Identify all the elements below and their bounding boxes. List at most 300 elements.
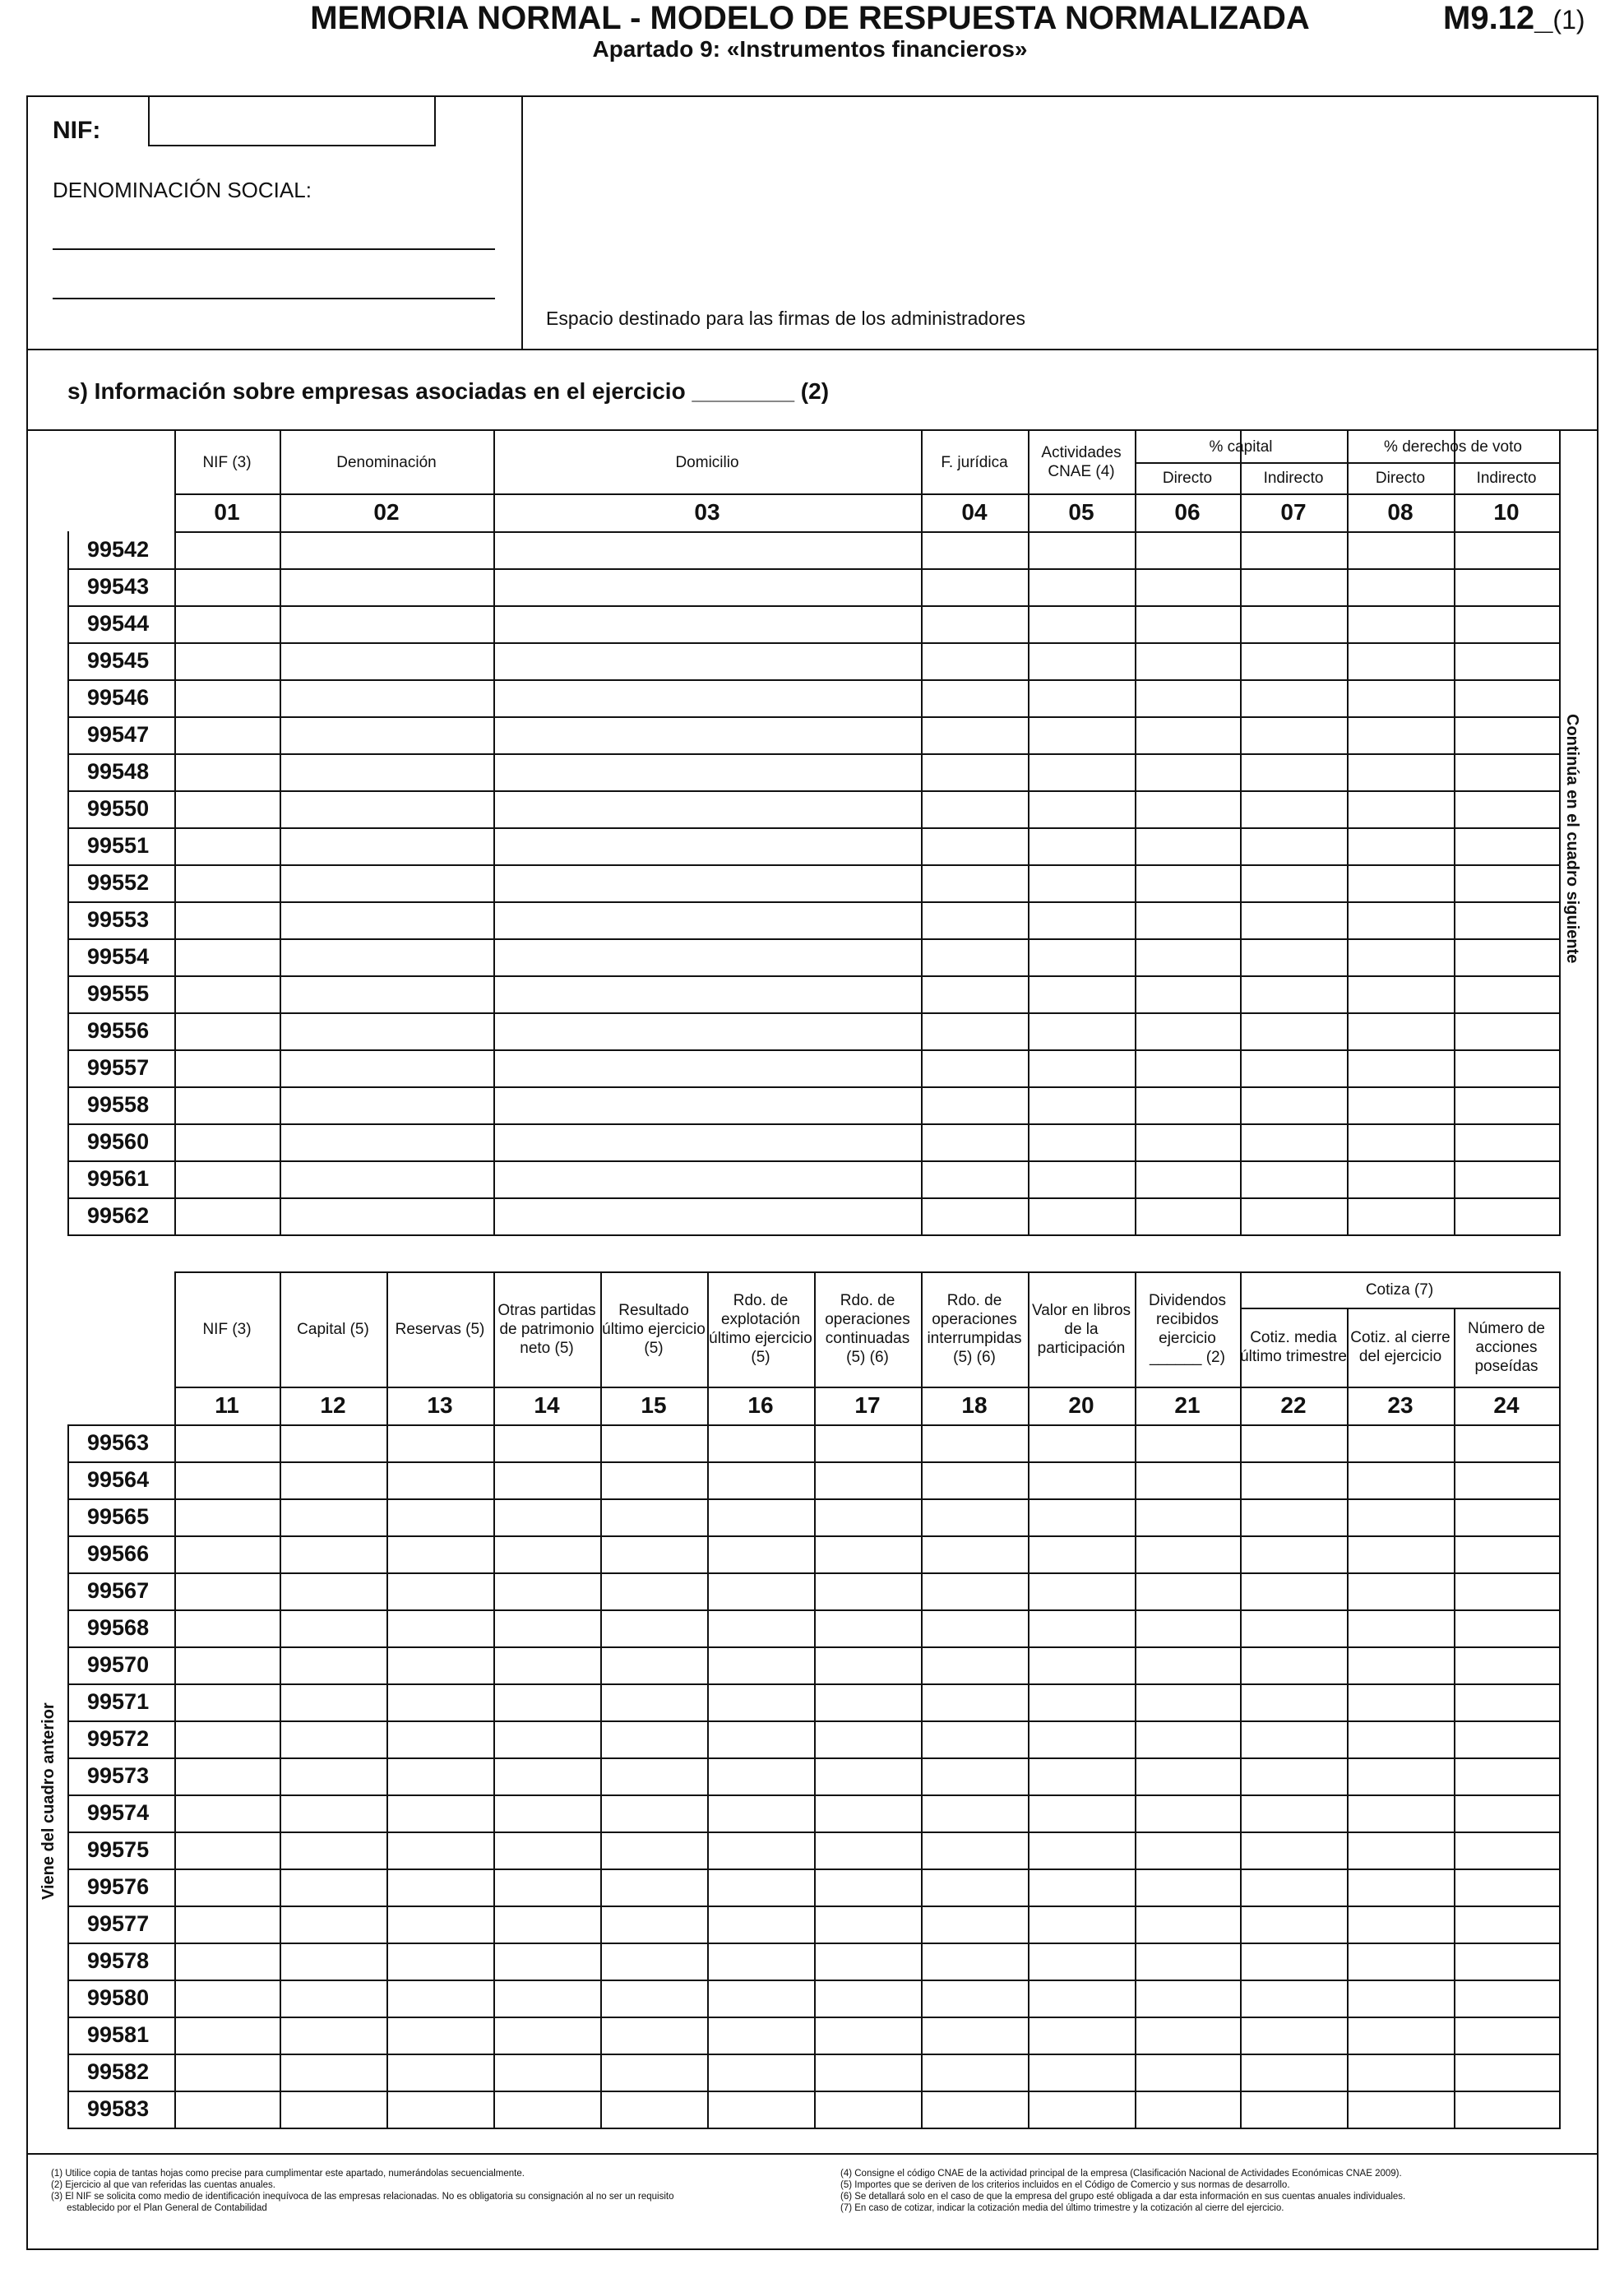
t1-input-cell[interactable] — [1136, 533, 1240, 568]
t1-input-cell[interactable] — [176, 1199, 280, 1234]
t1-input-cell[interactable] — [495, 940, 921, 975]
t2-input-cell[interactable] — [1029, 2055, 1135, 2091]
t2-input-cell[interactable] — [1455, 2092, 1559, 2128]
t2-input-cell[interactable] — [281, 1796, 386, 1831]
t1-input-cell[interactable] — [1136, 1088, 1240, 1123]
t1-input-cell[interactable] — [1242, 718, 1347, 753]
t2-input-cell[interactable] — [176, 1574, 280, 1609]
t2-input-cell[interactable] — [388, 1537, 493, 1572]
t1-input-cell[interactable] — [495, 755, 921, 790]
t1-input-cell[interactable] — [495, 1051, 921, 1086]
t1-input-cell[interactable] — [1029, 644, 1135, 679]
t1-input-cell[interactable] — [1455, 1051, 1559, 1086]
t1-input-cell[interactable] — [1455, 533, 1559, 568]
t2-input-cell[interactable] — [1349, 1981, 1454, 2017]
t2-input-cell[interactable] — [602, 1426, 707, 1461]
t2-input-cell[interactable] — [709, 1463, 814, 1498]
t2-input-cell[interactable] — [1242, 1870, 1347, 1906]
t1-input-cell[interactable] — [281, 1051, 493, 1086]
t2-input-cell[interactable] — [1029, 1574, 1135, 1609]
t1-input-cell[interactable] — [1029, 533, 1135, 568]
t1-input-cell[interactable] — [923, 1125, 1028, 1160]
t2-input-cell[interactable] — [816, 1907, 921, 1943]
t2-input-cell[interactable] — [602, 1981, 707, 2017]
t1-input-cell[interactable] — [495, 1088, 921, 1123]
t2-input-cell[interactable] — [1136, 1611, 1240, 1646]
t2-input-cell[interactable] — [923, 1500, 1028, 1535]
t2-input-cell[interactable] — [1455, 1944, 1559, 1980]
t2-input-cell[interactable] — [176, 1796, 280, 1831]
t1-input-cell[interactable] — [1242, 977, 1347, 1012]
t1-input-cell[interactable] — [1136, 792, 1240, 827]
t2-input-cell[interactable] — [1349, 1722, 1454, 1757]
t2-input-cell[interactable] — [923, 1722, 1028, 1757]
t1-input-cell[interactable] — [923, 866, 1028, 901]
t2-input-cell[interactable] — [1136, 1537, 1240, 1572]
t1-input-cell[interactable] — [1029, 866, 1135, 901]
t2-input-cell[interactable] — [1029, 1426, 1135, 1461]
t1-input-cell[interactable] — [1242, 533, 1347, 568]
t1-input-cell[interactable] — [1242, 1162, 1347, 1197]
t1-input-cell[interactable] — [1029, 1199, 1135, 1234]
t2-input-cell[interactable] — [1136, 1722, 1240, 1757]
t2-input-cell[interactable] — [1242, 1833, 1347, 1869]
t2-input-cell[interactable] — [495, 1574, 600, 1609]
t1-input-cell[interactable] — [923, 1162, 1028, 1197]
t2-input-cell[interactable] — [1136, 1870, 1240, 1906]
t1-input-cell[interactable] — [281, 792, 493, 827]
t2-input-cell[interactable] — [709, 1574, 814, 1609]
t1-input-cell[interactable] — [281, 1088, 493, 1123]
t2-input-cell[interactable] — [1349, 1870, 1454, 1906]
t2-input-cell[interactable] — [1455, 1722, 1559, 1757]
t1-input-cell[interactable] — [923, 977, 1028, 1012]
t2-input-cell[interactable] — [388, 2092, 493, 2128]
t2-input-cell[interactable] — [1136, 1574, 1240, 1609]
t2-input-cell[interactable] — [1029, 1907, 1135, 1943]
t2-input-cell[interactable] — [602, 2055, 707, 2091]
t2-input-cell[interactable] — [816, 1685, 921, 1720]
t2-input-cell[interactable] — [388, 1722, 493, 1757]
t1-input-cell[interactable] — [1029, 681, 1135, 716]
t2-input-cell[interactable] — [816, 1463, 921, 1498]
t2-input-cell[interactable] — [923, 1685, 1028, 1720]
t2-input-cell[interactable] — [176, 1833, 280, 1869]
t1-input-cell[interactable] — [1136, 570, 1240, 605]
t2-input-cell[interactable] — [602, 1463, 707, 1498]
t2-input-cell[interactable] — [388, 1833, 493, 1869]
t2-input-cell[interactable] — [1136, 1426, 1240, 1461]
t2-input-cell[interactable] — [388, 1463, 493, 1498]
t2-input-cell[interactable] — [923, 2055, 1028, 2091]
t1-input-cell[interactable] — [1029, 755, 1135, 790]
t2-input-cell[interactable] — [923, 1759, 1028, 1794]
t2-input-cell[interactable] — [1455, 1981, 1559, 2017]
t1-input-cell[interactable] — [495, 977, 921, 1012]
t1-input-cell[interactable] — [281, 1125, 493, 1160]
t2-input-cell[interactable] — [1136, 1759, 1240, 1794]
t1-input-cell[interactable] — [176, 1051, 280, 1086]
t1-input-cell[interactable] — [281, 829, 493, 864]
t1-input-cell[interactable] — [1029, 1051, 1135, 1086]
t1-input-cell[interactable] — [176, 1125, 280, 1160]
t2-input-cell[interactable] — [1136, 1981, 1240, 2017]
t2-input-cell[interactable] — [176, 1981, 280, 2017]
t2-input-cell[interactable] — [1455, 1833, 1559, 1869]
t2-input-cell[interactable] — [1242, 2092, 1347, 2128]
t2-input-cell[interactable] — [281, 1907, 386, 1943]
t1-input-cell[interactable] — [1136, 1014, 1240, 1049]
t1-input-cell[interactable] — [1029, 607, 1135, 642]
t2-input-cell[interactable] — [1242, 1944, 1347, 1980]
t1-input-cell[interactable] — [495, 1162, 921, 1197]
t1-input-cell[interactable] — [495, 570, 921, 605]
t1-input-cell[interactable] — [1029, 1125, 1135, 1160]
t1-input-cell[interactable] — [281, 718, 493, 753]
t2-input-cell[interactable] — [1349, 1944, 1454, 1980]
t1-input-cell[interactable] — [1349, 718, 1454, 753]
t1-input-cell[interactable] — [1349, 607, 1454, 642]
t1-input-cell[interactable] — [281, 533, 493, 568]
t1-input-cell[interactable] — [176, 829, 280, 864]
t2-input-cell[interactable] — [1455, 1796, 1559, 1831]
t1-input-cell[interactable] — [923, 940, 1028, 975]
t1-input-cell[interactable] — [176, 570, 280, 605]
t1-input-cell[interactable] — [1349, 1014, 1454, 1049]
t2-input-cell[interactable] — [495, 1685, 600, 1720]
t1-input-cell[interactable] — [1136, 940, 1240, 975]
t2-input-cell[interactable] — [602, 1870, 707, 1906]
t2-input-cell[interactable] — [388, 1907, 493, 1943]
t1-input-cell[interactable] — [281, 607, 493, 642]
t1-input-cell[interactable] — [1029, 977, 1135, 1012]
t1-input-cell[interactable] — [923, 1014, 1028, 1049]
t2-input-cell[interactable] — [1242, 1426, 1347, 1461]
t2-input-cell[interactable] — [923, 1537, 1028, 1572]
t2-input-cell[interactable] — [1136, 1500, 1240, 1535]
t1-input-cell[interactable] — [1136, 1051, 1240, 1086]
t1-input-cell[interactable] — [1455, 866, 1559, 901]
t2-input-cell[interactable] — [1349, 1796, 1454, 1831]
t2-input-cell[interactable] — [709, 1426, 814, 1461]
t2-input-cell[interactable] — [816, 1796, 921, 1831]
t2-input-cell[interactable] — [1455, 1537, 1559, 1572]
t1-input-cell[interactable] — [923, 1088, 1028, 1123]
t1-input-cell[interactable] — [1242, 1199, 1347, 1234]
t2-input-cell[interactable] — [709, 1944, 814, 1980]
t2-input-cell[interactable] — [602, 1759, 707, 1794]
t2-input-cell[interactable] — [281, 1759, 386, 1794]
t2-input-cell[interactable] — [602, 1537, 707, 1572]
t2-input-cell[interactable] — [388, 1426, 493, 1461]
t2-input-cell[interactable] — [281, 1574, 386, 1609]
t1-input-cell[interactable] — [1242, 1051, 1347, 1086]
t1-input-cell[interactable] — [923, 829, 1028, 864]
t1-input-cell[interactable] — [1349, 644, 1454, 679]
t1-input-cell[interactable] — [1242, 1125, 1347, 1160]
t1-input-cell[interactable] — [1242, 607, 1347, 642]
t2-input-cell[interactable] — [602, 1907, 707, 1943]
t2-input-cell[interactable] — [602, 1648, 707, 1683]
t1-input-cell[interactable] — [1242, 940, 1347, 975]
t2-input-cell[interactable] — [388, 1574, 493, 1609]
t2-input-cell[interactable] — [495, 1722, 600, 1757]
t1-input-cell[interactable] — [1349, 866, 1454, 901]
t2-input-cell[interactable] — [1242, 1796, 1347, 1831]
t2-input-cell[interactable] — [709, 1796, 814, 1831]
t1-input-cell[interactable] — [495, 1125, 921, 1160]
t2-input-cell[interactable] — [816, 1833, 921, 1869]
t2-input-cell[interactable] — [923, 1426, 1028, 1461]
t2-input-cell[interactable] — [923, 2092, 1028, 2128]
t2-input-cell[interactable] — [1349, 1833, 1454, 1869]
t2-input-cell[interactable] — [388, 1870, 493, 1906]
t2-input-cell[interactable] — [816, 1537, 921, 1572]
t2-input-cell[interactable] — [923, 1981, 1028, 2017]
t2-input-cell[interactable] — [495, 1981, 600, 2017]
t2-input-cell[interactable] — [176, 1648, 280, 1683]
t2-input-cell[interactable] — [495, 1537, 600, 1572]
t1-input-cell[interactable] — [176, 681, 280, 716]
t2-input-cell[interactable] — [388, 1611, 493, 1646]
t2-input-cell[interactable] — [1455, 1500, 1559, 1535]
t2-input-cell[interactable] — [281, 1426, 386, 1461]
t2-input-cell[interactable] — [1242, 1722, 1347, 1757]
t2-input-cell[interactable] — [1136, 1648, 1240, 1683]
t1-input-cell[interactable] — [1136, 681, 1240, 716]
t2-input-cell[interactable] — [1455, 1574, 1559, 1609]
t2-input-cell[interactable] — [602, 1722, 707, 1757]
t1-input-cell[interactable] — [281, 681, 493, 716]
t2-input-cell[interactable] — [1349, 1463, 1454, 1498]
t1-input-cell[interactable] — [923, 607, 1028, 642]
t2-input-cell[interactable] — [1136, 2055, 1240, 2091]
t2-input-cell[interactable] — [495, 1426, 600, 1461]
t1-input-cell[interactable] — [1455, 829, 1559, 864]
t2-input-cell[interactable] — [176, 1685, 280, 1720]
t2-input-cell[interactable] — [709, 1907, 814, 1943]
t2-input-cell[interactable] — [495, 1944, 600, 1980]
t1-input-cell[interactable] — [923, 1051, 1028, 1086]
t2-input-cell[interactable] — [1029, 1944, 1135, 1980]
t1-input-cell[interactable] — [1136, 1162, 1240, 1197]
t2-input-cell[interactable] — [816, 1759, 921, 1794]
t1-input-cell[interactable] — [923, 644, 1028, 679]
t2-input-cell[interactable] — [1029, 1463, 1135, 1498]
t2-input-cell[interactable] — [923, 1648, 1028, 1683]
t2-input-cell[interactable] — [1136, 1685, 1240, 1720]
t2-input-cell[interactable] — [1349, 1500, 1454, 1535]
t2-input-cell[interactable] — [388, 2055, 493, 2091]
t1-input-cell[interactable] — [1455, 755, 1559, 790]
t2-input-cell[interactable] — [1242, 1685, 1347, 1720]
t2-input-cell[interactable] — [1349, 1648, 1454, 1683]
t2-input-cell[interactable] — [281, 1722, 386, 1757]
t2-input-cell[interactable] — [176, 2055, 280, 2091]
t2-input-cell[interactable] — [816, 1944, 921, 1980]
t1-input-cell[interactable] — [1455, 1088, 1559, 1123]
t1-input-cell[interactable] — [923, 792, 1028, 827]
t2-input-cell[interactable] — [923, 1574, 1028, 1609]
t1-input-cell[interactable] — [1349, 1125, 1454, 1160]
t1-input-cell[interactable] — [923, 755, 1028, 790]
t2-input-cell[interactable] — [709, 1648, 814, 1683]
t1-input-cell[interactable] — [495, 607, 921, 642]
t1-input-cell[interactable] — [495, 681, 921, 716]
t2-input-cell[interactable] — [709, 1611, 814, 1646]
t2-input-cell[interactable] — [1242, 1500, 1347, 1535]
denominacion-line-1[interactable] — [53, 248, 495, 250]
t2-input-cell[interactable] — [388, 1981, 493, 2017]
t1-input-cell[interactable] — [1455, 607, 1559, 642]
t2-input-cell[interactable] — [388, 1648, 493, 1683]
t2-input-cell[interactable] — [816, 1426, 921, 1461]
t2-input-cell[interactable] — [495, 1833, 600, 1869]
t2-input-cell[interactable] — [1349, 1907, 1454, 1943]
t2-input-cell[interactable] — [1242, 1463, 1347, 1498]
t1-input-cell[interactable] — [176, 977, 280, 1012]
t1-input-cell[interactable] — [1136, 1199, 1240, 1234]
t2-input-cell[interactable] — [388, 1796, 493, 1831]
t1-input-cell[interactable] — [1136, 1125, 1240, 1160]
t2-input-cell[interactable] — [1136, 1463, 1240, 1498]
t2-input-cell[interactable] — [1242, 2055, 1347, 2091]
t2-input-cell[interactable] — [1455, 2018, 1559, 2054]
t1-input-cell[interactable] — [1349, 755, 1454, 790]
t1-input-cell[interactable] — [176, 866, 280, 901]
t1-input-cell[interactable] — [176, 533, 280, 568]
t2-input-cell[interactable] — [602, 1685, 707, 1720]
t2-input-cell[interactable] — [923, 1463, 1028, 1498]
t2-input-cell[interactable] — [1455, 1426, 1559, 1461]
t2-input-cell[interactable] — [495, 1463, 600, 1498]
t1-input-cell[interactable] — [923, 681, 1028, 716]
t1-input-cell[interactable] — [1455, 1162, 1559, 1197]
t2-input-cell[interactable] — [923, 1907, 1028, 1943]
t2-input-cell[interactable] — [176, 1722, 280, 1757]
t2-input-cell[interactable] — [1455, 1685, 1559, 1720]
t1-input-cell[interactable] — [1242, 644, 1347, 679]
t2-input-cell[interactable] — [176, 2018, 280, 2054]
t2-input-cell[interactable] — [495, 1759, 600, 1794]
t2-input-cell[interactable] — [602, 2092, 707, 2128]
t1-input-cell[interactable] — [1455, 681, 1559, 716]
t1-input-cell[interactable] — [1349, 1199, 1454, 1234]
t2-input-cell[interactable] — [281, 1463, 386, 1498]
t2-input-cell[interactable] — [923, 1611, 1028, 1646]
t1-input-cell[interactable] — [923, 903, 1028, 938]
t1-input-cell[interactable] — [1349, 1088, 1454, 1123]
t1-input-cell[interactable] — [1455, 940, 1559, 975]
t2-input-cell[interactable] — [281, 1611, 386, 1646]
t2-input-cell[interactable] — [495, 1648, 600, 1683]
t1-input-cell[interactable] — [1349, 940, 1454, 975]
t1-input-cell[interactable] — [495, 866, 921, 901]
t2-input-cell[interactable] — [1136, 1944, 1240, 1980]
t1-input-cell[interactable] — [1455, 1199, 1559, 1234]
t1-input-cell[interactable] — [1455, 977, 1559, 1012]
t1-input-cell[interactable] — [1029, 829, 1135, 864]
t2-input-cell[interactable] — [495, 1500, 600, 1535]
t1-input-cell[interactable] — [1029, 1014, 1135, 1049]
t2-input-cell[interactable] — [176, 1870, 280, 1906]
t1-input-cell[interactable] — [495, 903, 921, 938]
t2-input-cell[interactable] — [176, 1759, 280, 1794]
t1-input-cell[interactable] — [1242, 755, 1347, 790]
t2-input-cell[interactable] — [1242, 2018, 1347, 2054]
t2-input-cell[interactable] — [388, 2018, 493, 2054]
t1-input-cell[interactable] — [495, 718, 921, 753]
t2-input-cell[interactable] — [388, 1944, 493, 1980]
t2-input-cell[interactable] — [495, 1870, 600, 1906]
t2-input-cell[interactable] — [388, 1685, 493, 1720]
t2-input-cell[interactable] — [176, 1611, 280, 1646]
t2-input-cell[interactable] — [1242, 1981, 1347, 2017]
t2-input-cell[interactable] — [1136, 1796, 1240, 1831]
t1-input-cell[interactable] — [1455, 644, 1559, 679]
t2-input-cell[interactable] — [816, 2055, 921, 2091]
t1-input-cell[interactable] — [1136, 977, 1240, 1012]
t1-input-cell[interactable] — [281, 977, 493, 1012]
t2-input-cell[interactable] — [1242, 1537, 1347, 1572]
t2-input-cell[interactable] — [1349, 2092, 1454, 2128]
t2-input-cell[interactable] — [709, 2055, 814, 2091]
t2-input-cell[interactable] — [816, 2018, 921, 2054]
t1-input-cell[interactable] — [281, 570, 493, 605]
t1-input-cell[interactable] — [1136, 607, 1240, 642]
t1-input-cell[interactable] — [1349, 792, 1454, 827]
t2-input-cell[interactable] — [281, 1944, 386, 1980]
t2-input-cell[interactable] — [281, 1500, 386, 1535]
t2-input-cell[interactable] — [1029, 1833, 1135, 1869]
t2-input-cell[interactable] — [923, 1944, 1028, 1980]
t1-input-cell[interactable] — [495, 644, 921, 679]
t2-input-cell[interactable] — [495, 1611, 600, 1646]
t1-input-cell[interactable] — [176, 718, 280, 753]
t2-input-cell[interactable] — [923, 2018, 1028, 2054]
t2-input-cell[interactable] — [176, 1944, 280, 1980]
t1-input-cell[interactable] — [281, 903, 493, 938]
t1-input-cell[interactable] — [495, 829, 921, 864]
t1-input-cell[interactable] — [281, 755, 493, 790]
t2-input-cell[interactable] — [1349, 1611, 1454, 1646]
t2-input-cell[interactable] — [816, 1500, 921, 1535]
t2-input-cell[interactable] — [1029, 1759, 1135, 1794]
t2-input-cell[interactable] — [1242, 1759, 1347, 1794]
t2-input-cell[interactable] — [1029, 1685, 1135, 1720]
t2-input-cell[interactable] — [709, 2092, 814, 2128]
t2-input-cell[interactable] — [602, 1944, 707, 1980]
t2-input-cell[interactable] — [281, 1833, 386, 1869]
t2-input-cell[interactable] — [281, 1685, 386, 1720]
t2-input-cell[interactable] — [1029, 1981, 1135, 2017]
t2-input-cell[interactable] — [602, 2018, 707, 2054]
t2-input-cell[interactable] — [923, 1833, 1028, 1869]
t2-input-cell[interactable] — [1029, 1611, 1135, 1646]
t2-input-cell[interactable] — [176, 1426, 280, 1461]
t2-input-cell[interactable] — [1029, 1796, 1135, 1831]
t2-input-cell[interactable] — [1455, 1648, 1559, 1683]
t1-input-cell[interactable] — [1029, 1162, 1135, 1197]
t2-input-cell[interactable] — [1455, 1907, 1559, 1943]
t2-input-cell[interactable] — [495, 2092, 600, 2128]
t1-input-cell[interactable] — [1029, 940, 1135, 975]
t1-input-cell[interactable] — [1136, 755, 1240, 790]
nif-input[interactable] — [148, 95, 436, 146]
t2-input-cell[interactable] — [816, 1574, 921, 1609]
t1-input-cell[interactable] — [1029, 1088, 1135, 1123]
t1-input-cell[interactable] — [1242, 903, 1347, 938]
